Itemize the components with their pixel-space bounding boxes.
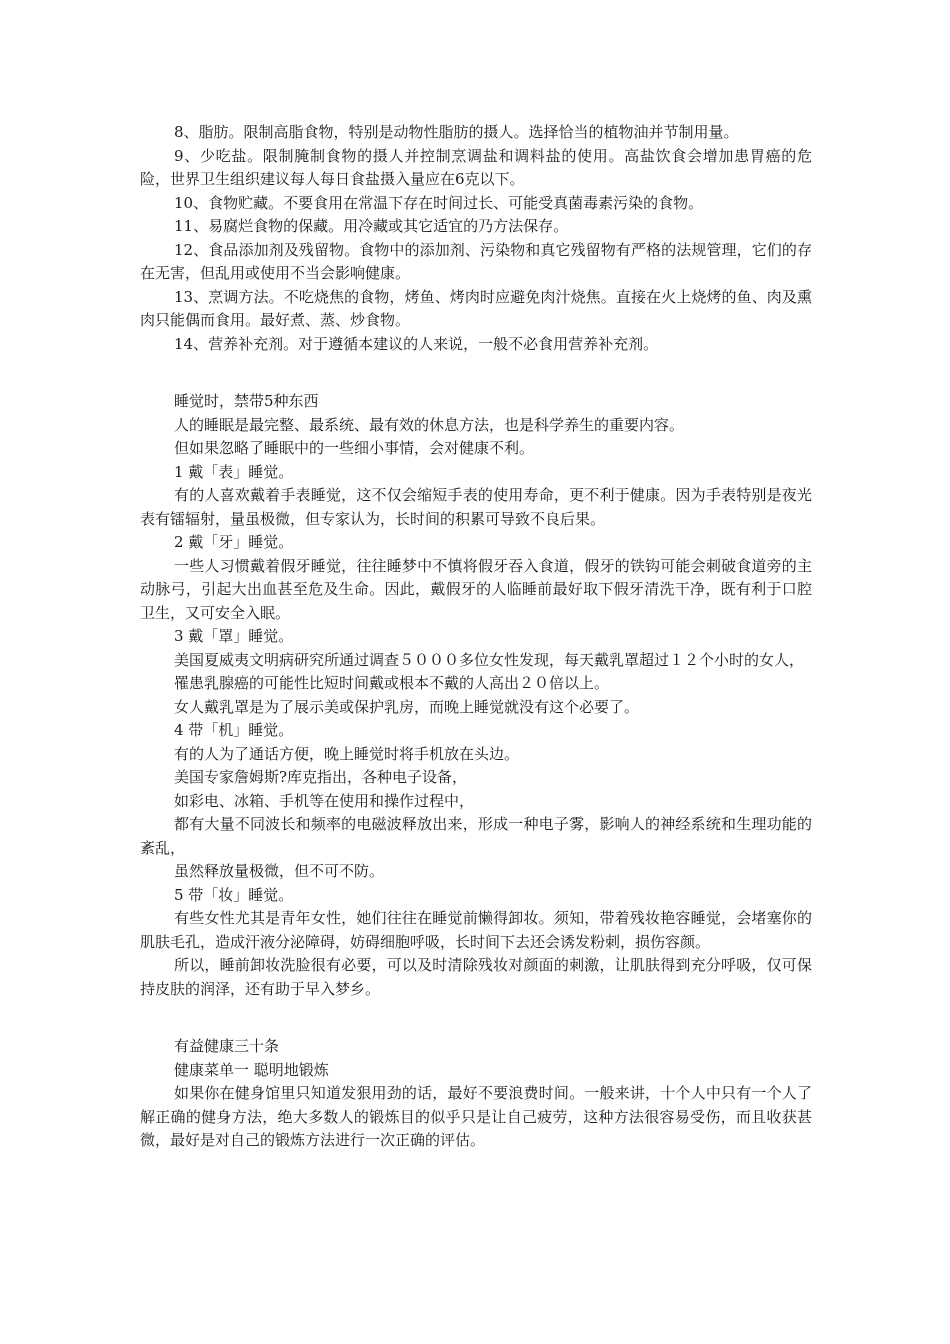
paragraph: 有的人喜欢戴着手表睡觉，这不仅会缩短手表的使用寿命，更不利于健康。因为手表特别是夜光表有镭辐射，量虽极微，但专家认为，长时间的积累可导致不良后果。 (140, 486, 812, 528)
paragraph: 11、易腐烂食物的保藏。用冷藏或其它适宜的乃方法保存。 (174, 217, 569, 235)
paragraph: 一些人习惯戴着假牙睡觉，往往睡梦中不慎将假牙吞入食道，假牙的铁钩可能会刺破食道旁的主动脉弓，引起大出血甚至危及生命。因此，戴假牙的人临睡前最好取下假牙清洗干净，既有利于口腔卫生，又可安全入眠。 (140, 556, 812, 622)
paragraph: 1 戴「表」睡觉。 (174, 462, 294, 481)
paragraph: 虽然释放量极微，但不可不防。 (174, 862, 385, 880)
paragraph: 13、烹调方法。不吃烧焦的食物，烤鱼、烤肉时应避免肉汁烧焦。直接在火上烧烤的鱼、肉及熏肉只能偶而食用。最好煮、蒸、炒食物。 (140, 287, 812, 329)
section-title: 有益健康三十条 (174, 1037, 280, 1055)
paragraph: 3 戴「罩」睡觉。 (174, 627, 294, 645)
paragraph: 美国夏威夷文明病研究所通过调查５０００多位女性发现，每天戴乳罩超过１２个小时的女人， (174, 650, 805, 669)
paragraph: 人的睡眠是最完整、最系统、最有效的休息方法，也是科学养生的重要内容。 (174, 415, 685, 434)
paragraph: 如果你在健身馆里只知道发狠用劲的话，最好不要浪费时间。一般来讲，十个人中只有一个人了解正确的健身方法，绝大多数人的锻炼目的似乎只是让自己疲劳，这种方法很容易受伤，而且收获甚微，最好是对自己的锻炼方法进行一次正确的评估。 (140, 1084, 812, 1149)
paragraph: 都有大量不同波长和频率的电磁波释放出来，形成一种电子雾，影响人的神经系统和生理功能的紊乱， (140, 815, 812, 857)
section-gap (140, 356, 812, 390)
document-body (140, 121, 812, 1153)
paragraph: 14、营养补充剂。对于遵循本建议的人来说，一般不必食用营养补充剂。 (174, 334, 659, 353)
paragraph: 罹患乳腺癌的可能性比短时间戴或根本不戴的人高出２０倍以上。 (174, 674, 610, 692)
paragraph: 女人戴乳罩是为了展示美或保护乳房，而晚上睡觉就没有这个必要了。 (174, 697, 640, 716)
section-gap (140, 1001, 812, 1035)
paragraph: 9、少吃盐。限制腌制食物的摄人并控制烹调盐和调料盐的使用。高盐饮食会增加患胃癌的危险，世界卫生组织建议每人每日食盐摄入量应在6克以下。 (140, 146, 812, 188)
paragraph: 2 戴「牙」睡觉。 (174, 533, 294, 551)
paragraph: 有些女性尤其是青年女性，她们往往在睡觉前懒得卸妆。须知，带着残妆艳容睡觉，会堵塞你的肌肤毛孔，造成汗液分泌障碍，妨碍细胞呼吸，长时间下去还会诱发粉刺，损伤容颜。 (140, 909, 812, 951)
paragraph: 健康菜单一 聪明地锻炼 (174, 1060, 329, 1079)
section-title: 睡觉时，禁带5种东西 (174, 392, 319, 410)
paragraph: 10、食物贮藏。不要食用在常温下存在时间过长、可能受真菌毒素污染的食物。 (174, 193, 704, 212)
paragraph: 4 带「机」睡觉。 (174, 721, 294, 739)
paragraph: 5 带「妆」睡觉。 (174, 885, 294, 904)
paragraph: 有的人为了通话方便，晚上睡觉时将手机放在头边。 (174, 744, 520, 763)
paragraph: 美国专家詹姆斯?库克指出，各种电子设备， (174, 768, 468, 786)
paragraph: 8、脂肪。限制高脂食物，特别是动物性脂肪的摄人。选择恰当的植物油并节制用量。 (174, 123, 739, 141)
paragraph: 如彩电、冰箱、手机等在使用和操作过程中， (174, 791, 475, 810)
paragraph: 12、食品添加剂及残留物。食物中的添加剂、污染物和真它残留物有严格的法规管理，它们的存在无害，但乱用或使用不当会影响健康。 (140, 240, 812, 282)
paragraph: 所以，睡前卸妆洗脸很有必要，可以及时清除残妆对颜面的刺激，让肌肤得到充分呼吸，仅可保持皮肤的润泽，还有助于早入梦乡。 (140, 956, 812, 998)
paragraph: 但如果忽略了睡眠中的一些细小事情，会对健康不利。 (174, 439, 535, 457)
